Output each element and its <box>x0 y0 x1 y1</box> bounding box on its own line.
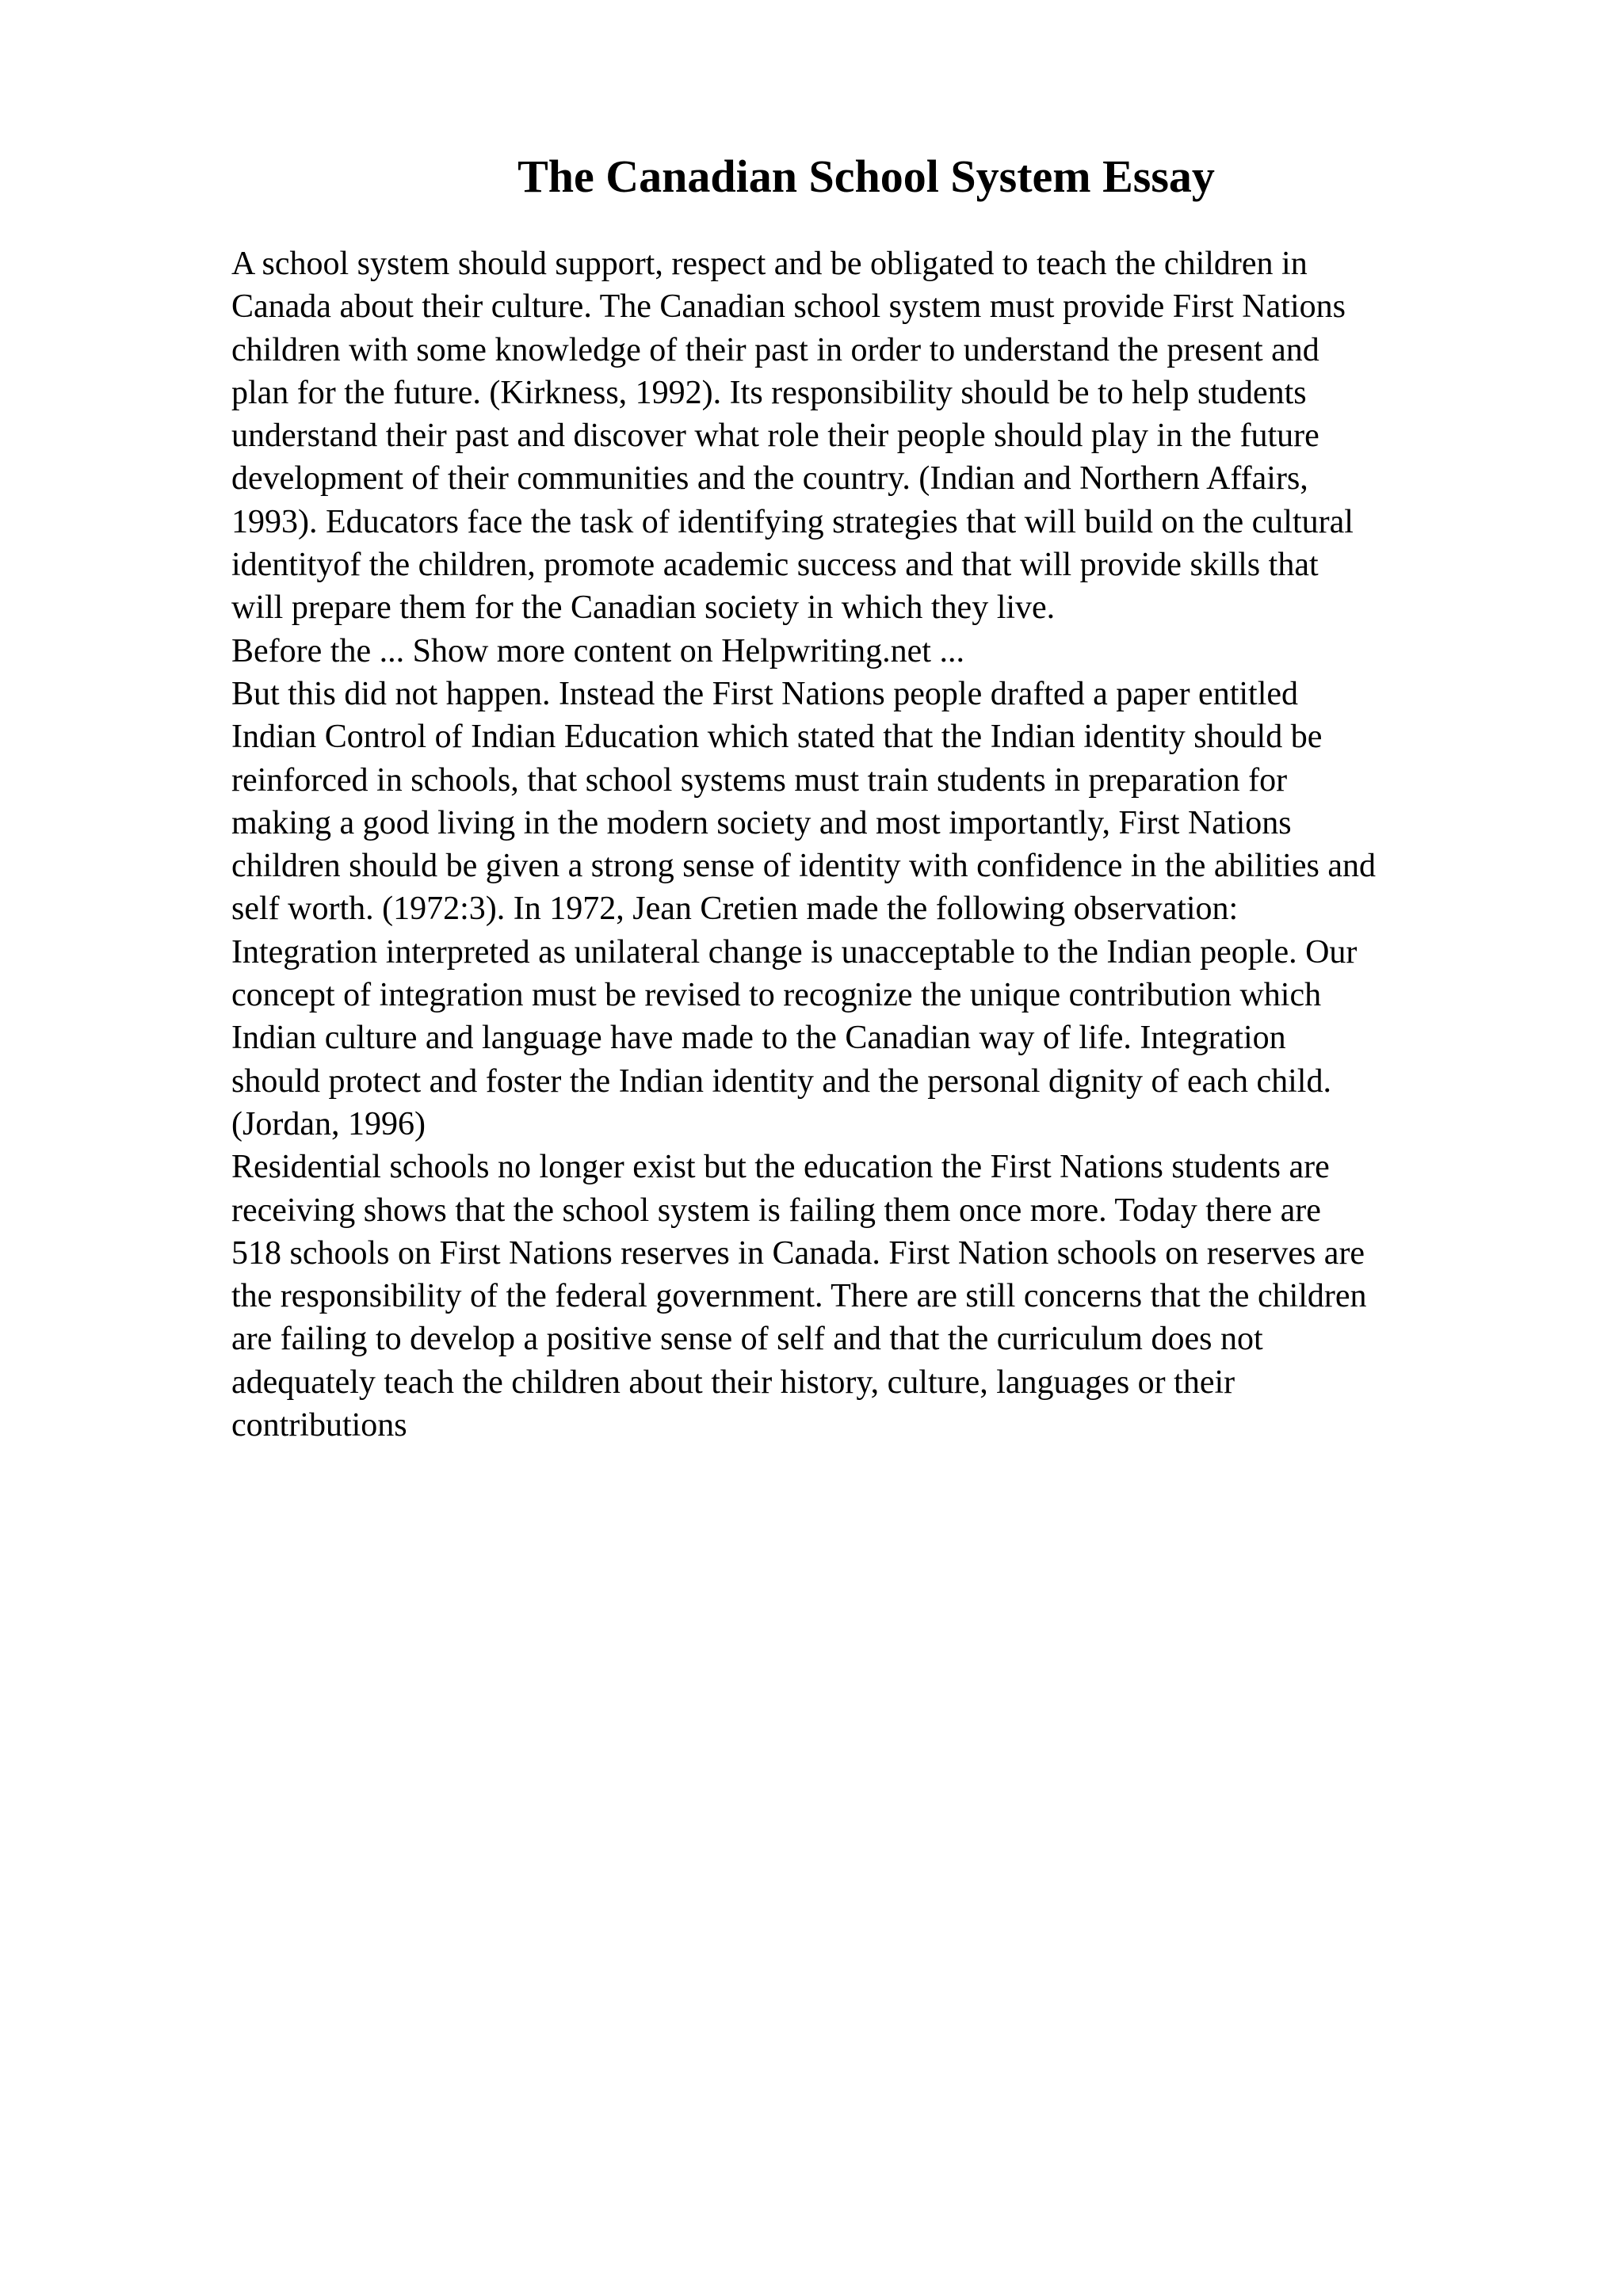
body-line: 518 schools on First Nations reserves in Canada. First Nation schools on reserves are <box>231 1234 1365 1272</box>
body-line: should protect and foster the Indian identity and the personal dignity of each child. <box>231 1062 1331 1100</box>
body-line: reinforced in schools, that school systems must train students in preparation for <box>231 761 1288 799</box>
body-line: A school system should support, respect and be obligated to teach the children in <box>231 246 1308 282</box>
body-line: self worth. (1972:3). In 1972, Jean Cretien made the following observation: <box>231 891 1239 928</box>
document-title: The Canadian School System Essay <box>517 151 1215 202</box>
body-line: the responsibility of the federal government. There are still concerns that the children <box>231 1278 1367 1315</box>
show-more-line[interactable]: Before the ... Show more content on Helpwriting.net ... <box>231 632 964 669</box>
body-line: Indian Control of Indian Education which stated that the Indian identity should be <box>231 719 1323 756</box>
body-line: plan for the future. (Kirkness, 1992). Its responsibility should be to help students <box>231 374 1307 411</box>
body-line: concept of integration must be revised to recognize the unique contribution which <box>231 977 1322 1014</box>
body-line: (Jordan, 1996) <box>231 1105 426 1142</box>
body-line: Integration interpreted as unilateral change is unacceptable to the Indian people. Our <box>231 933 1358 971</box>
body-line: Canada about their culture. The Canadian school system must provide First Nations <box>231 288 1346 326</box>
body-line: adequately teach the children about their history, culture, languages or their <box>231 1363 1235 1401</box>
body-line: making a good living in the modern society and most importantly, First Nations <box>231 804 1292 841</box>
body-line: 1993). Educators face the task of identifying strategies that will build on the cultural <box>231 503 1354 540</box>
body-line: development of their communities and the country. (Indian and Northern Affairs, <box>231 460 1308 498</box>
body-line: understand their past and discover what role their people should play in the future <box>231 418 1319 455</box>
body-line: children with some knowledge of their past in order to understand the present and <box>231 331 1319 368</box>
body-line: receiving shows that the school system is failing them once more. Today there are <box>231 1192 1321 1229</box>
body-line: But this did not happen. Instead the First Nations people drafted a paper entitled <box>231 675 1299 712</box>
body-line: Residential schools no longer exist but the education the First Nations students are <box>231 1149 1330 1186</box>
document-body <box>231 242 1515 1447</box>
body-line: children should be given a strong sense of identity with confidence in the abilities and <box>231 848 1376 885</box>
body-line: identityof the children, promote academic success and that will provide skills that <box>231 547 1319 584</box>
body-line: will prepare them for the Canadian society in which they live. <box>231 589 1056 627</box>
body-line: Indian culture and language have made to the Canadian way of life. Integration <box>231 1020 1286 1057</box>
body-line: are failing to develop a positive sense of self and that the curriculum does not <box>231 1321 1263 1358</box>
body-line: contributions <box>231 1407 407 1444</box>
